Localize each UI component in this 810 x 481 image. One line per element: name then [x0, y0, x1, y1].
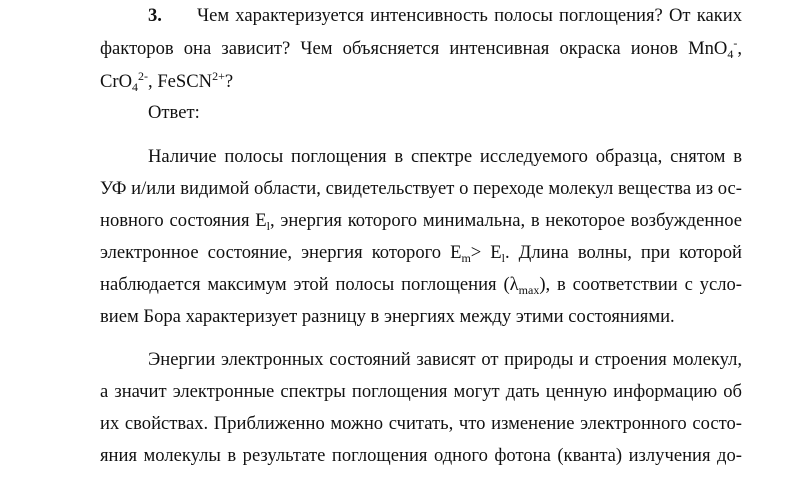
paragraph-2-line-3: их свойствах. Приближенно можно считать, что изменение электронного состо- — [100, 413, 742, 434]
question-line-2: факторов она зависит? Чем объясняется интенсивная окраска ионов MnO$_4$-, — [100, 36, 742, 61]
paragraph-1-line-2: УФ и/или видимой области, свидетельствует о переходе молекул вещества из ос- — [100, 178, 742, 199]
paragraph-2-line-2: а значит электронные спектры поглощения могут дать ценную информацию об — [100, 381, 742, 402]
question-line-3: CrO$_4^{2-}$, FeSCN$^{2+}$? — [100, 69, 234, 94]
question-number: 3. — [148, 5, 162, 26]
paragraph-1-line-6: вием Бора характеризует разницу в энергиях между этими состояниями. — [100, 306, 675, 327]
question-line-1: Чем характеризуется интенсивность полосы поглощения? От каких — [197, 5, 742, 26]
paragraph-1-line-4: электронное состояние, энергия которого $E_m> E_l$. Длина волны, при которой — [100, 242, 742, 265]
paragraph-1-line-3: новного состояния $E_l$, энергия которого минимальна, в некоторое возбужденное — [100, 210, 743, 233]
paragraph-2-line-4: яния молекулы в результате поглощения одного фотона (кванта) излучения до- — [100, 445, 742, 466]
paragraph-1-line-5: наблюдается максимум этой полосы поглощения $(\lambda_{max})$, в соответствии с усло- — [100, 274, 742, 297]
answer-label: Ответ: — [148, 102, 200, 123]
paragraph-1-line-1: Наличие полосы поглощения в спектре исследуемого образца, снятом в — [148, 146, 742, 167]
paragraph-2-line-1: Энергии электронных состояний зависят от природы и строения молекул, — [148, 349, 742, 370]
